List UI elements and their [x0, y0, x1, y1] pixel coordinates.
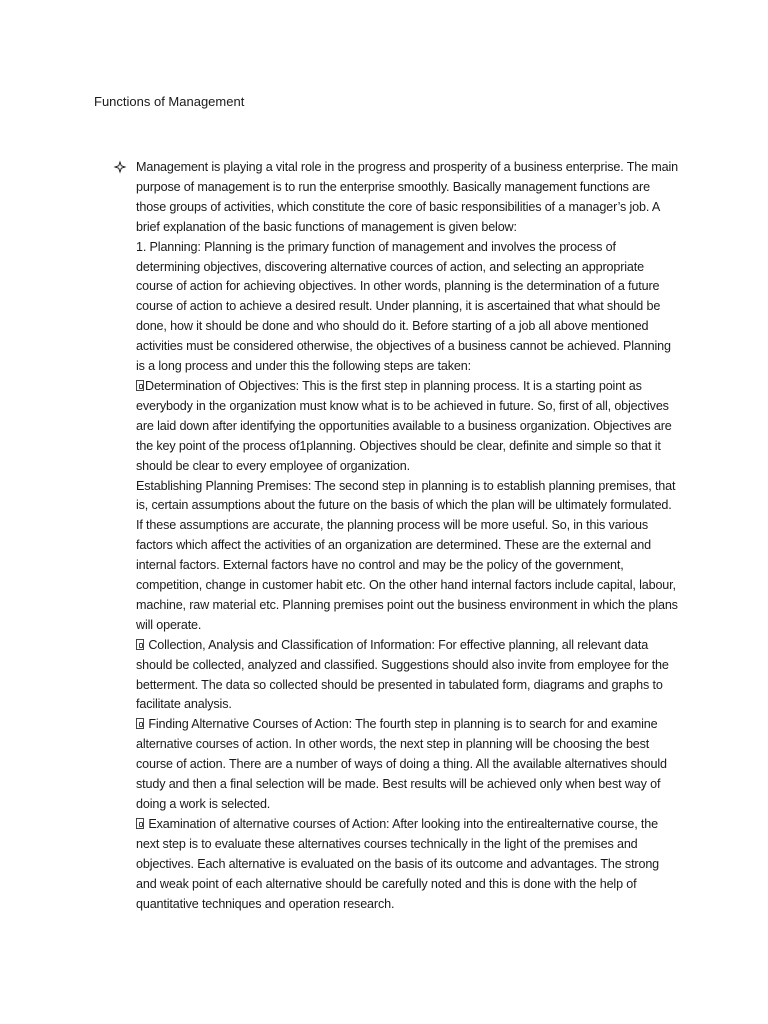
paragraph-text: Finding Alternative Courses of Action: The fourth step in planning is to search for and examine alternative courses of action. In other words, the next step in planning will be choosing the best course of action. There are a number of ways of doing a thing. All the available alternatives should study and then a final selection will be made. Best results will be achieved only when best way of doing a work is selected.	[136, 717, 667, 811]
missing-glyph-icon	[136, 818, 144, 829]
paragraph-intro: Management is playing a vital role in the progress and prosperity of a business enterprise. The main purpose of management is to run the enterprise smoothly. Basically management functions are those groups of activities, which constitute the core of basic responsibilities of a manager’s job. A brief explanation of the basic functions of management is given below:	[136, 160, 678, 234]
missing-glyph-icon	[136, 639, 144, 650]
paragraph-text: Determination of Objectives: This is the first step in planning process. It is a starting point as everybody in the organization must know what is to be achieved in future. So, first of all, objectives are laid down after identifying the opportunities available to a business organization. Objectives are the key point of the process of1planning. Objectives should be clear, definite and simple so that it should be clear to every employee of organization.	[136, 378, 672, 473]
diamond-bullet-icon	[113, 160, 127, 174]
paragraph-planning-premises: Establishing Planning Premises: The second step in planning is to establish planning premises, that is, certain assumptions about the future on the basis of which the plan will be ultimately formulated. If these assumptions are accurate, the planning process will be more useful. So, in this various factors which affect the activities of an organization are determined. These are the external and internal factors. External factors have no control and may be the policy of the government, competition, change in customer habit etc. On the other hand internal factors include capital, labour, machine, raw material etc. Planning premises point out the business environment in which the plans will operate.	[136, 478, 678, 632]
paragraph-planning: 1. Planning: Planning is the primary function of management and involves the process of determining objectives, discovering alternative cources of action, and selecting an appropriate course of action for achieving objectives. In other words, planning is the determination of a future course of action to achieve a desired result. Under planning, it is ascertained that what should be done, how it should be done and who should do it. Before starting of a job all above mentioned activities must be considered otherwise, the objectives of a business cannot be achieved. Planning is a long process and under this the following steps are taken:	[136, 239, 671, 374]
paragraph-determination-of-objectives	[136, 377, 681, 477]
missing-glyph-icon	[136, 718, 144, 729]
paragraph-text: Examination of alternative courses of Action: After looking into the entirealternative course, the next step is to evaluate these alternatives courses technically in the light of the premises and objectives. Each alternative is evaluated on the basis of its outcome and advantages. The strong and weak point of each alternative should be carefully noted and this is done with the help of quantitative techniques and operation research.	[136, 816, 660, 911]
paragraph-examination-alternatives	[136, 815, 681, 915]
paragraph-text: Collection, Analysis and Classification of Information: For effective planning, all relevant data should be collected, analyzed and classified. Suggestions should also invite from employee for the betterment. The data so collected should be presented in tabulated form, diagrams and graphs to facilitate analysis.	[136, 637, 669, 712]
missing-glyph-icon	[136, 380, 144, 391]
paragraph-alternative-courses	[136, 715, 681, 815]
paragraph-collection-analysis	[136, 636, 681, 716]
document-body	[136, 158, 681, 914]
page-title: Functions of Management	[94, 94, 245, 109]
